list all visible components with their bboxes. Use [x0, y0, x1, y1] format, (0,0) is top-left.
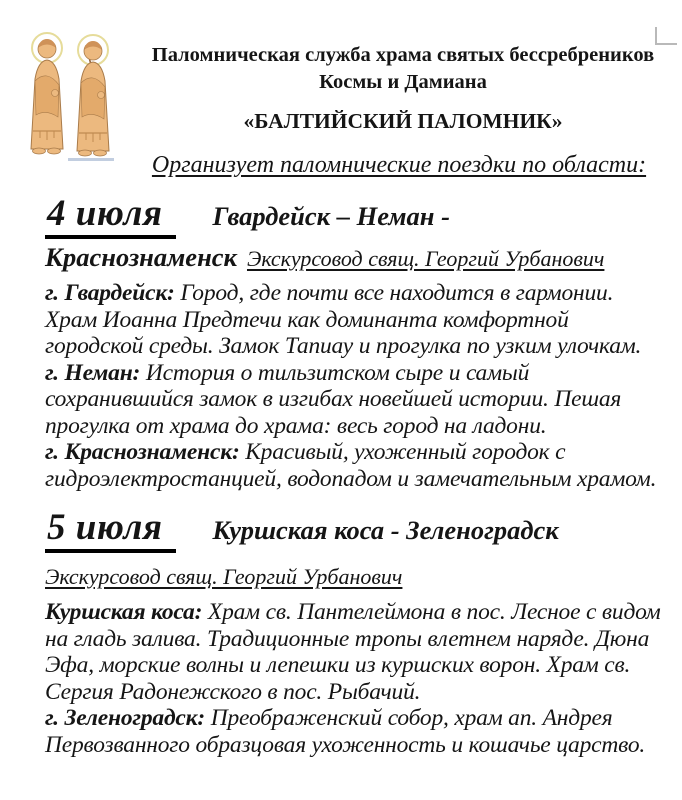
trip-section-5-july	[45, 507, 667, 758]
place-name: Куршская коса:	[45, 599, 203, 625]
foot	[48, 148, 61, 154]
place-text: История о тильзитском сыре и самый сохранившийся замок в изгибах новейшей истории. Пешая прогулка от храма до храма: весь город на ладони.	[45, 359, 622, 439]
trip-route: Куршская коса - Зеленоградск	[212, 515, 559, 545]
place-name: г. Зеленоградск:	[45, 705, 206, 731]
hand	[98, 92, 105, 99]
place-item	[45, 599, 667, 705]
page-title: «БАЛТИЙСКИЙ ПАЛОМНИК»	[243, 109, 563, 133]
place-text: Город, где почти все находится в гармонии. Храм Иоанна Предтечи как доминанта комфортной городской среды. Замок Тапиау и прогулка по узким улочкам.	[45, 280, 642, 359]
place-item	[45, 360, 667, 440]
place-text: Преображенский собор, храм ап. Андрея Первозванного образцовая ухоженность и кошачье царство.	[45, 705, 646, 758]
corner-crop-mark-icon	[655, 27, 677, 45]
header-line-2: Космы и Дамиана	[319, 71, 487, 93]
trip-route-line2: Краснознаменск	[45, 242, 237, 272]
trip-section-4-july	[45, 193, 667, 492]
trip-date: 5 июля	[45, 507, 176, 553]
guide-name: Экскурсовод свящ. Георгий Урбанович	[246, 246, 605, 271]
illegible-watermark-text	[68, 158, 114, 161]
page-subtitle: Организует паломнические поездки по области:	[151, 152, 647, 178]
saint-figure-right	[77, 35, 109, 156]
place-name: г. Краснознаменск:	[45, 439, 240, 465]
place-text: Храм св. Пантелеймона в пос. Лесное с видом на гладь залива. Традиционные тропы влетнем наряде. Дюна Эфа, морские волны и лепешки из куршских ворон. Храм св. Сергия Радонежского в пос. Рыбачий.	[45, 599, 661, 705]
trip-date: 4 июля	[45, 193, 176, 239]
foot	[94, 150, 107, 156]
place-item	[45, 280, 667, 360]
guide-name: Экскурсовод свящ. Георгий Урбанович	[45, 564, 403, 589]
place-item	[45, 705, 667, 758]
saint-figure-left	[31, 33, 63, 154]
place-text: Красивый, ухоженный городок с гидроэлектростанцией, водопадом и замечательным храмом.	[45, 439, 657, 492]
trips-content	[45, 193, 667, 758]
trip-heading	[45, 507, 667, 553]
saints-cosmas-damian-illustration	[16, 27, 126, 169]
header-line-1: Паломническая служба храма святых бессребреников	[151, 44, 655, 66]
trip-route-line1: Гвардейск – Неман -	[212, 201, 450, 231]
place-name: г. Неман:	[45, 359, 141, 386]
trip-description	[45, 280, 667, 492]
place-name: г. Гвардейск:	[45, 280, 175, 306]
foot	[79, 150, 92, 156]
trip-heading	[45, 193, 667, 239]
foot	[33, 148, 46, 154]
trip-subheading	[45, 240, 667, 276]
document-header	[136, 42, 670, 180]
trip-description	[45, 599, 667, 758]
hand	[52, 90, 59, 97]
place-item	[45, 439, 667, 492]
